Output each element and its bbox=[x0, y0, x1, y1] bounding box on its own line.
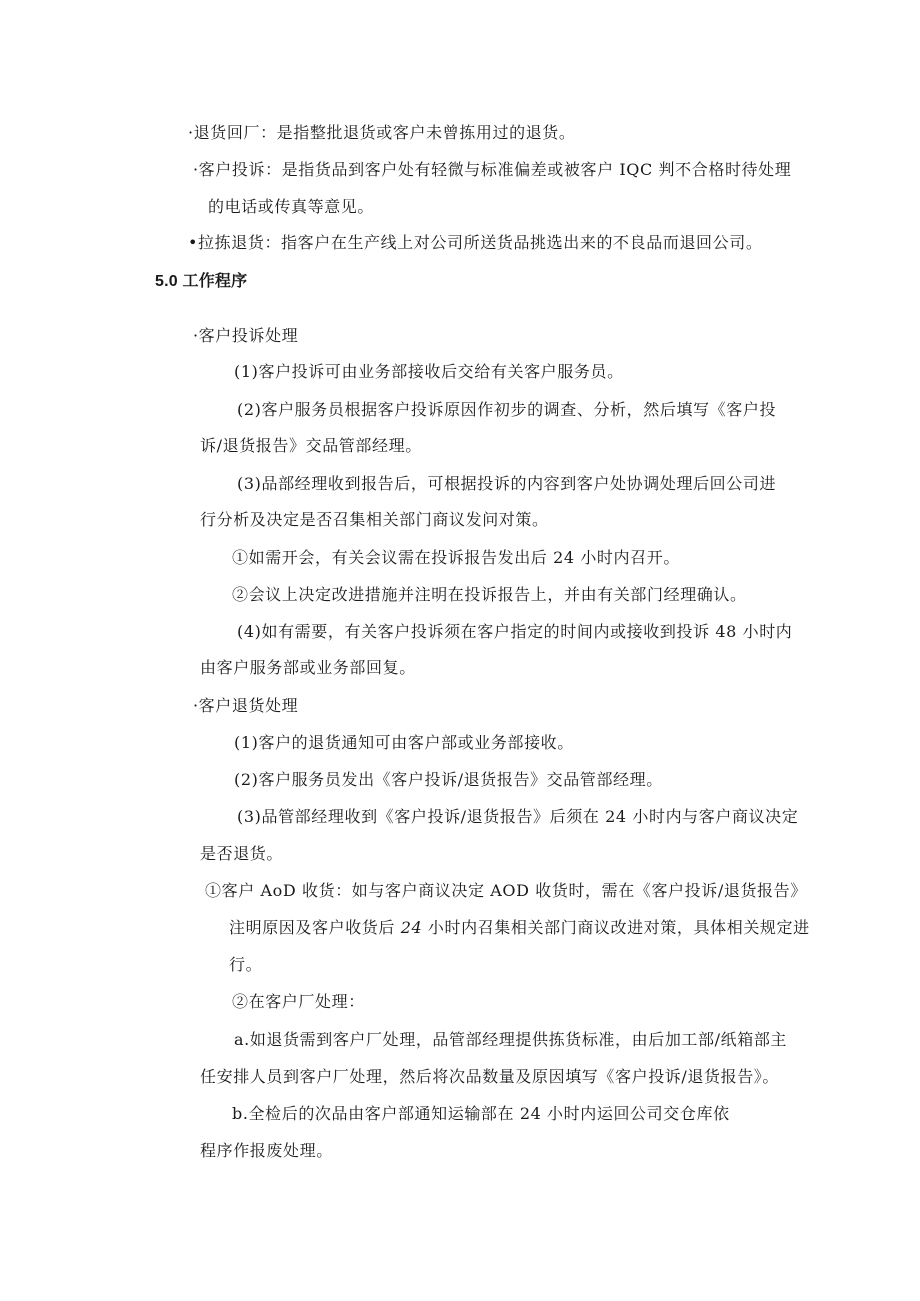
section-title: 5.0 工作程序 bbox=[155, 273, 248, 290]
aod-line-pre: 注明原因及客户收货后 bbox=[229, 918, 401, 937]
definition-return-to-factory: ·退货回厂：是指整批退货或客户未曾拣用过的退货。 bbox=[188, 123, 576, 142]
definition-customer-complaint-cont: 的电话或传真等意见。 bbox=[208, 197, 375, 216]
returns-factory-b: b.全检后的次品由客户部通知运输部在 24 小时内运回公司交仓库依 bbox=[232, 1104, 730, 1123]
definition-line-sort-return: •拉拣退货：指客户在生产线上对公司所送货品挑选出来的不良品而退回公司。 bbox=[188, 233, 763, 252]
complaint-step-3: (3)品部经理收到报告后，可根据投诉的内容到客户处协调处理后回公司进 bbox=[237, 474, 777, 493]
complaint-step-4: (4)如有需要，有关客户投诉须在客户指定的时间内或接收到投诉 48 小时内 bbox=[237, 622, 793, 641]
returns-factory-a-cont: 任安排人员到客户厂处理，然后将次品数量及原因填写《客户投诉/退货报告》。 bbox=[200, 1067, 779, 1086]
returns-factory-title: ②在客户厂处理： bbox=[232, 992, 365, 1011]
definition-customer-complaint: ·客户投诉：是指货品到客户处有轻微与标准偏差或被客户 IQC 判不合格时待处理 bbox=[193, 160, 792, 179]
complaint-step-1: (1)客户投诉可由业务部接收后交给有关客户服务员。 bbox=[234, 362, 624, 381]
aod-line-post: 小时内召集相关部门商议改进对策，具体相关规定进 bbox=[422, 918, 810, 937]
complaint-step-2: (2)客户服务员根据客户投诉原因作初步的调查、分析，然后填写《客户投 bbox=[237, 400, 777, 419]
returns-step-3-cont: 是否退货。 bbox=[200, 844, 284, 863]
returns-title: ·客户退货处理 bbox=[193, 696, 299, 715]
complaint-step-2-cont: 诉/退货报告》交品管部经理。 bbox=[200, 436, 422, 455]
complaint-title: ·客户投诉处理 bbox=[193, 326, 299, 345]
returns-aod-receipt: ①客户 AoD 收货：如与客户商议决定 AOD 收货时，需在《客户投诉/退货报告》 bbox=[205, 881, 807, 900]
returns-step-2: (2)客户服务员发出《客户投诉/退货报告》交品管部经理。 bbox=[234, 770, 663, 789]
complaint-step-3-cont: 行分析及决定是否召集相关部门商议发问对策。 bbox=[200, 510, 549, 529]
returns-factory-a: a.如退货需到客户厂处理，品管部经理提供拣货标准，由后加工部/纸箱部主 bbox=[234, 1030, 788, 1049]
returns-aod-receipt-end: 行。 bbox=[229, 955, 263, 974]
complaint-step-3-sub-2: ②会议上决定改进措施并注明在投诉报告上，并由有关部门经理确认。 bbox=[232, 585, 747, 604]
complaint-step-4-cont: 由客户服务部或业务部回复。 bbox=[200, 658, 416, 677]
returns-step-1: (1)客户的退货通知可由客户部或业务部接收。 bbox=[234, 733, 574, 752]
aod-line-hours: 24 bbox=[400, 918, 423, 937]
returns-factory-b-cont: 程序作报废处理。 bbox=[200, 1141, 333, 1160]
returns-step-3: (3)品管部经理收到《客户投诉/退货报告》后须在 24 小时内与客户商议决定 bbox=[237, 807, 799, 826]
complaint-step-3-sub-1: ①如需开会，有关会议需在投诉报告发出后 24 小时内召开。 bbox=[232, 548, 680, 567]
returns-aod-receipt-cont bbox=[229, 918, 810, 938]
